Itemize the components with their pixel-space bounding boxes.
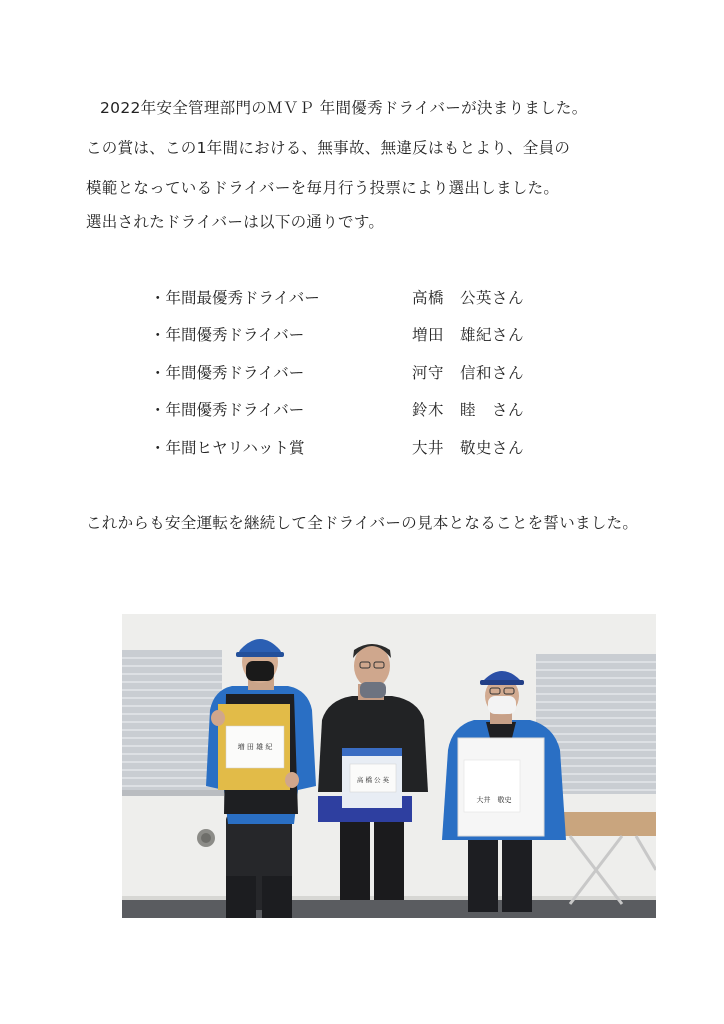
intro-line-2: この賞は、この1年間における、無事故、無違反はもとより、全員の <box>86 139 571 157</box>
sign-left-name: 増 田 雄 紀 <box>237 743 273 751</box>
award-recipient: 高橋 公英さん <box>412 289 525 307</box>
sign-center-name: 高 橋 公 英 <box>356 776 390 784</box>
award-recipient: 河守 信和さん <box>412 364 525 382</box>
intro-line-4: 選出されたドライバーは以下の通りです。 <box>86 213 385 231</box>
award-title: ・年間優秀ドライバー <box>150 364 305 382</box>
award-row <box>150 362 550 384</box>
intro-line-1: 2022年安全管理部門のＭＶＰ 年間優秀ドライバーが決まりました。 <box>100 99 588 117</box>
sign-right-name: 大井 敬史 <box>476 796 512 804</box>
intro-line-3: 模範となっているドライバーを毎月行う投票により選出しました。 <box>86 179 560 197</box>
award-title: ・年間優秀ドライバー <box>150 326 305 344</box>
award-title: ・年間優秀ドライバー <box>150 401 305 419</box>
award-recipient: 大井 敬史さん <box>412 439 525 457</box>
award-row <box>150 437 550 459</box>
award-photo <box>122 614 656 918</box>
award-title: ・年間ヒヤリハット賞 <box>150 439 305 457</box>
award-row <box>150 399 550 421</box>
award-recipient: 増田 雄紀さん <box>412 326 525 344</box>
award-title: ・年間最優秀ドライバー <box>150 289 320 307</box>
award-row <box>150 287 550 309</box>
award-recipient: 鈴木 睦 さん <box>412 401 525 419</box>
award-row <box>150 324 550 346</box>
closing-line: これからも安全運転を継続して全ドライバーの見本となることを誓いました。 <box>86 514 639 532</box>
